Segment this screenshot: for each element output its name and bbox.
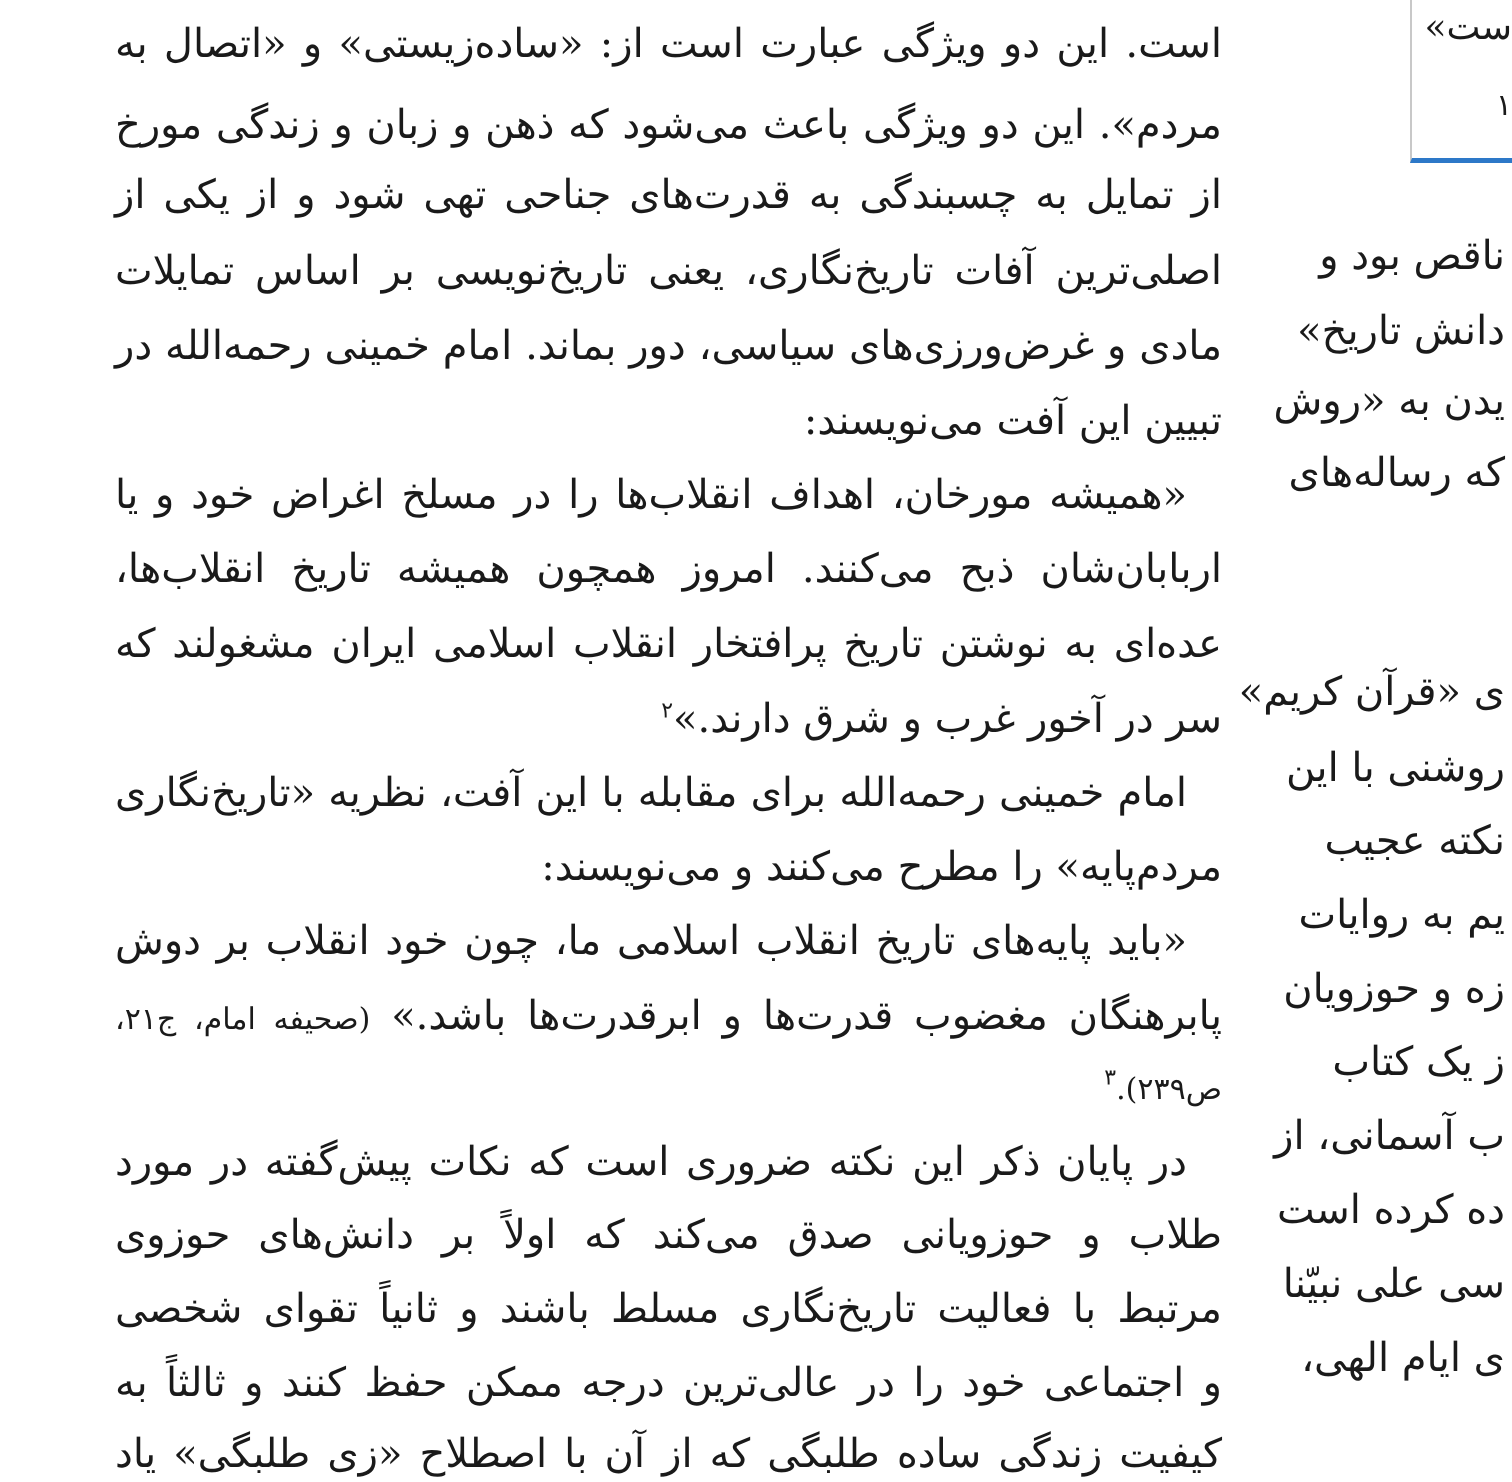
quote1-line-4-text: سر در آخور غرب و شرق دارند.» [673,696,1222,742]
main-top-partial-line [115,0,1222,2]
side-line-14: ی ایام الهی، [1301,1335,1505,1381]
quote1-line-1: «همیشه مورخان، اهداف انقلاب‌ها را در مسلخ اغراض خود و یا [115,472,1187,518]
para1-line-2: مردم». این دو ویژگی باعث می‌شود که ذهن و زبان و زندگی مورخ [115,102,1222,148]
para1-line-6: تبیین این آفت می‌نویسند: [803,398,1222,444]
side-line-8: یم به روایات [1298,892,1505,938]
side-line-12: ده کرده است [1277,1187,1505,1233]
quote1-line-4 [115,691,1222,747]
para1-line-5: مادی و غرض‌ورزی‌های سیاسی، دور بماند. امام خمینی رحمه‌الله در [115,323,1222,369]
quote2-line-2 [115,988,1222,1048]
side-line-9: زه و حوزویان [1283,966,1505,1012]
quote1-line-3: عده‌ای به نوشتن تاریخ پرافتخار انقلاب اسلامی ایران مشغولند که [115,621,1222,667]
side-line-6: روشنی با این [1285,745,1505,791]
para3-line-4: و اجتماعی خود را در عالی‌ترین درجه ممکن حفظ کنند و ثالثاً به [115,1360,1222,1406]
side-line-11: ب آسمانی، از [1274,1113,1505,1159]
main-bottom-partial-line: کیفیت زندگی ساده طلبگی که از آن با اصطلاح «زی طلبگی» یاد [115,1431,1222,1477]
side-line-10: ز یک کتاب [1332,1039,1505,1085]
footnote-marker-2[interactable]: ۲ [661,698,674,724]
side-box-text: ست» [1424,7,1512,48]
para3-line-2: طلاب و حوزویانی صدق می‌کند که اولاً بر دانش‌های حوزوی [115,1212,1222,1258]
quote2-line-1: «باید پایه‌های تاریخ انقلاب اسلامی ما، چون خود انقلاب بر دوش [115,918,1187,964]
side-line-4: که رساله‌های [1288,450,1505,496]
para2-line-1: امام خمینی رحمه‌الله برای مقابله با این آفت، نظریه «تاریخ‌نگاری [115,770,1188,816]
para1-line-3: از تمایل به چسبندگی به قدرت‌های جناحی تهی شود و از یکی از [115,172,1222,218]
para1-line-4: اصلی‌ترین آفات تاریخ‌نگاری، یعنی تاریخ‌نویسی بر اساس تمایلات [115,248,1222,294]
para3-line-3: مرتبط با فعالیت تاریخ‌نگاری مسلط باشند و ثانیاً تقوای شخصی [115,1286,1222,1332]
side-line-13: سی علی نبیّنا [1282,1261,1505,1307]
side-line-1: ناقص بود و [1319,233,1505,279]
side-highlight-box [1410,0,1512,163]
footnote-marker-3[interactable]: ۳ [1104,1065,1117,1091]
quote2-line-3 [115,1058,1222,1118]
quote2-citation-page: ص۲۳۹). [1116,1072,1222,1107]
quote2-citation: (صحیفه امام، ج۲۱، [115,1002,371,1037]
quote1-line-2: اربابان‌شان ذبح می‌کنند. امروز همچون همیشه تاریخ انقلاب‌ها، [115,546,1222,592]
quote2-line-2-text: پابرهنگان مغضوب قدرت‌ها و ابرقدرت‌ها باشد.» [391,993,1222,1039]
para1-line-1: است. این دو ویژگی عبارت است از: «ساده‌زیستی» و «اتصال به [115,21,1222,67]
side-line-3: یدن به «روش [1273,378,1505,424]
para2-line-2: مردم‌پایه» را مطرح می‌کنند و می‌نویسند: [541,844,1222,890]
side-box-mark: ۱ [1495,88,1512,123]
side-line-7: نکته عجیب [1324,818,1505,864]
para3-line-1: در پایان ذکر این نکته ضروری است که نکات پیش‌گفته در مورد [115,1139,1187,1185]
side-line-2: دانش تاریخ» [1297,308,1505,354]
side-line-5: ی «قرآن کریم» [1238,669,1505,715]
